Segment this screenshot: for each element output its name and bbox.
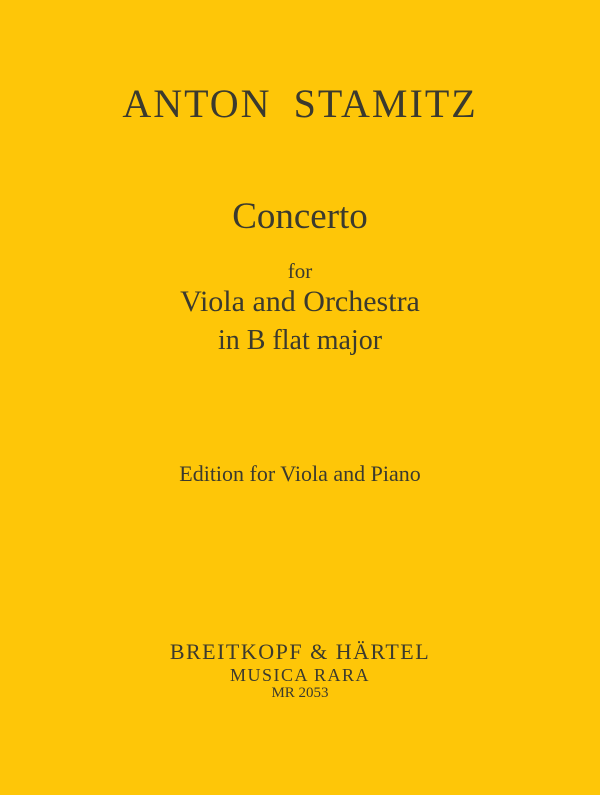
edition-note: Edition for Viola and Piano [179,461,421,486]
work-title: Concerto [232,196,368,237]
imprint-name: MUSICA RARA [229,665,371,685]
publisher-name: BREITKOPF & HÄRTEL [169,639,431,664]
subtitle-preposition: for [287,259,313,283]
composer-name: ANTON STAMITZ [122,81,478,126]
catalog-number: MR 2053 [271,685,329,701]
subtitle-instrumentation: Viola and Orchestra [180,285,420,318]
subtitle-key: in B flat major [217,325,383,356]
